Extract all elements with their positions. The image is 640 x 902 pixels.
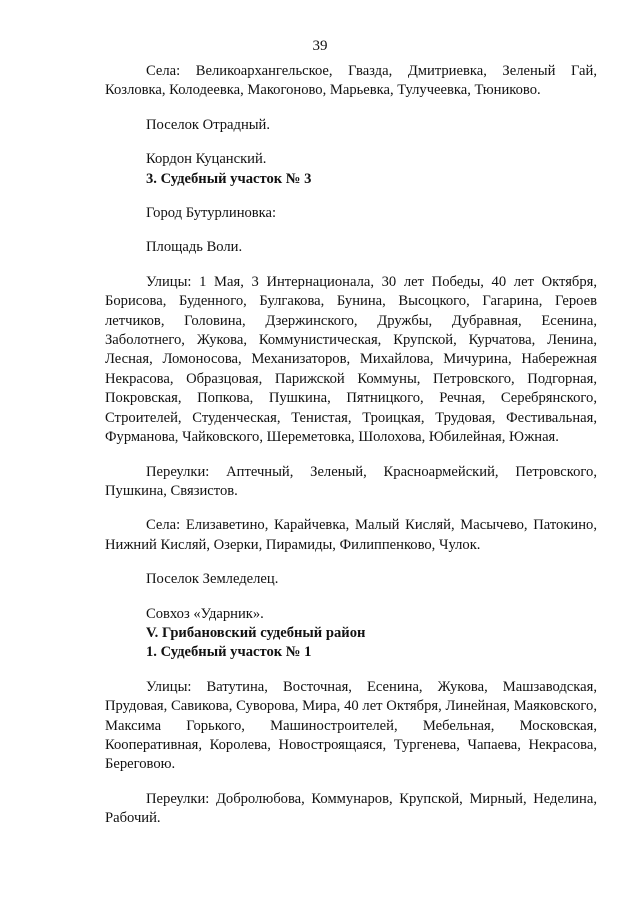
streets-paragraph: Улицы: 1 Мая, 3 Интернационала, 30 лет Победы, 40 лет Октября, Борисова, Буденного, Булгакова, Бунина, Высоцкого, Гагарина, Героев летчиков, Головина, Дзержинского, Дружбы, Дубравная, Есенина, Заболотнего, Жукова, Коммунистическая, Крупской, Курчатова, Ленина, Лесная, Ломоносова, Механизаторов, Михайлова, Мичурина, Набережная Некрасова, Образцовая, Парижской Коммуны, Петровского, Подгорная, Покровская, Попкова, Пушкина, Пятницкого, Речная, Серебрянского, Строителей, Студенческая, Тенистая, Троицкая, Трудовая, Фестивальная, Фурманова, Чайковского, Шереметовка, Шолохова, Юбилейная, Южная. (105, 273, 597, 446)
section-heading-judicial-region-v: V. Грибановский судебный район (146, 624, 366, 641)
square-paragraph: Площадь Воли. (146, 239, 243, 256)
lanes-paragraph-2: Переулки: Добролюбова, Коммунаров, Крупской, Мирный, Неделина, Рабочий. (105, 790, 597, 827)
section-heading-court-district-1: 1. Судебный участок № 1 (146, 644, 312, 661)
lanes-paragraph: Переулки: Аптечный, Зеленый, Красноармейский, Петровского, Пушкина, Связистов. (105, 463, 597, 499)
settlement-paragraph-2: Поселок Земледелец. (146, 571, 279, 588)
state-farm-paragraph: Совхоз «Ударник». (146, 605, 264, 622)
document-body (105, 62, 597, 829)
streets-paragraph-2: Улицы: Ватутина, Восточная, Есенина, Жукова, Машзаводская, Прудовая, Савикова, Суворова, Мира, 40 лет Октября, Линейная, Маяковского, Максима Горького, Машиностроителей, Мебельная, Московская, Кооперативная, Королева, Новостроящаяся, Тургенева, Чапаева, Некрасова, Береговою. (105, 678, 597, 773)
city-paragraph: Город Бутурлиновка: (146, 205, 277, 222)
cordon-paragraph: Кордон Куцанский. (146, 151, 267, 168)
villages-paragraph-2: Села: Елизаветино, Карайчевка, Малый Кисляй, Масычево, Патокино, Нижний Кисляй, Озерки, Пирамиды, Филиппенково, Чулок. (105, 517, 597, 553)
settlement-paragraph: Поселок Отрадный. (146, 116, 271, 133)
section-heading-court-district-3: 3. Судебный участок № 3 (146, 170, 312, 187)
villages-paragraph: Села: Великоархангельское, Гвазда, Дмитриевка, Зеленый Гай, Козловка, Колодеевка, Макогоново, Марьевка, Тулучеевка, Тюниково. (105, 63, 597, 99)
page-number: 39 (312, 38, 328, 54)
